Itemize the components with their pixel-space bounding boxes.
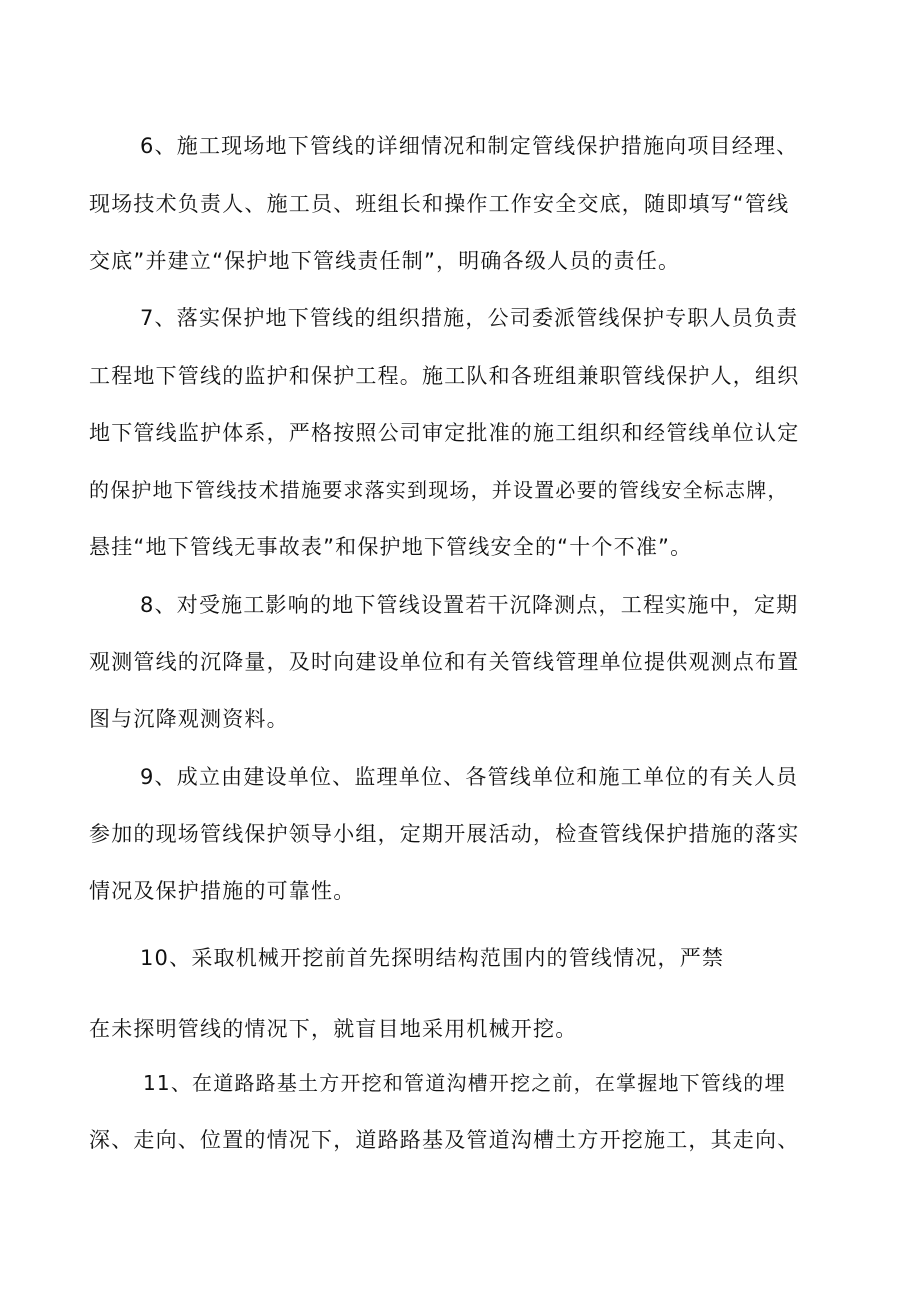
text-line: 11、在道路路基土方开挖和管道沟槽开挖之前，在掌握地下管线的埋: [143, 1071, 786, 1095]
text-line: 10、采取机械开挖前首先探明结构范围内的管线情况，严禁: [140, 946, 725, 970]
text-line: 深、走向、位置的情况下，道路路基及管道沟槽土方开挖施工，其走向、: [89, 1128, 800, 1152]
text-line: 悬挂“地下管线无事故表”和保护地下管线安全的“十个不准”。: [89, 535, 693, 559]
text-line: 在未探明管线的情况下，就盲目地采用机械开挖。: [89, 1017, 578, 1041]
text-line: 交底”并建立“保护地下管线责任制”，明确各级人员的责任。: [89, 249, 681, 273]
text-line: 参加的现场管线保护领导小组，定期开展活动，检查管线保护措施的落实: [89, 822, 800, 846]
text-line: 地下管线监护体系，严格按照公司审定批准的施工组织和经管线单位认定: [89, 421, 800, 445]
text-line: 观测管线的沉降量，及时向建设单位和有关管线管理单位提供观测点布置: [89, 650, 800, 674]
text-line: 9、成立由建设单位、监理单位、各管线单位和施工单位的有关人员: [140, 765, 799, 789]
text-line: 工程地下管线的监护和保护工程。施工队和各班组兼职管线保护人，组织: [89, 364, 800, 388]
text-line: 6、施工现场地下管线的详细情况和制定管线保护措施向项目经理、: [140, 134, 799, 158]
text-line: 的保护地下管线技术措施要求落实到现场，并设置必要的管线安全标志牌，: [89, 478, 789, 502]
text-line: 图与沉降观测资料。: [89, 707, 289, 731]
text-line: 现场技术负责人、施工员、班组长和操作工作安全交底，随即填写“管线: [89, 192, 790, 216]
text-line: 情况及保护措施的可靠性。: [89, 879, 356, 903]
text-line: 8、对受施工影响的地下管线设置若干沉降测点，工程实施中，定期: [140, 593, 799, 617]
text-line: 7、落实保护地下管线的组织措施，公司委派管线保护专职人员负责: [140, 306, 799, 330]
